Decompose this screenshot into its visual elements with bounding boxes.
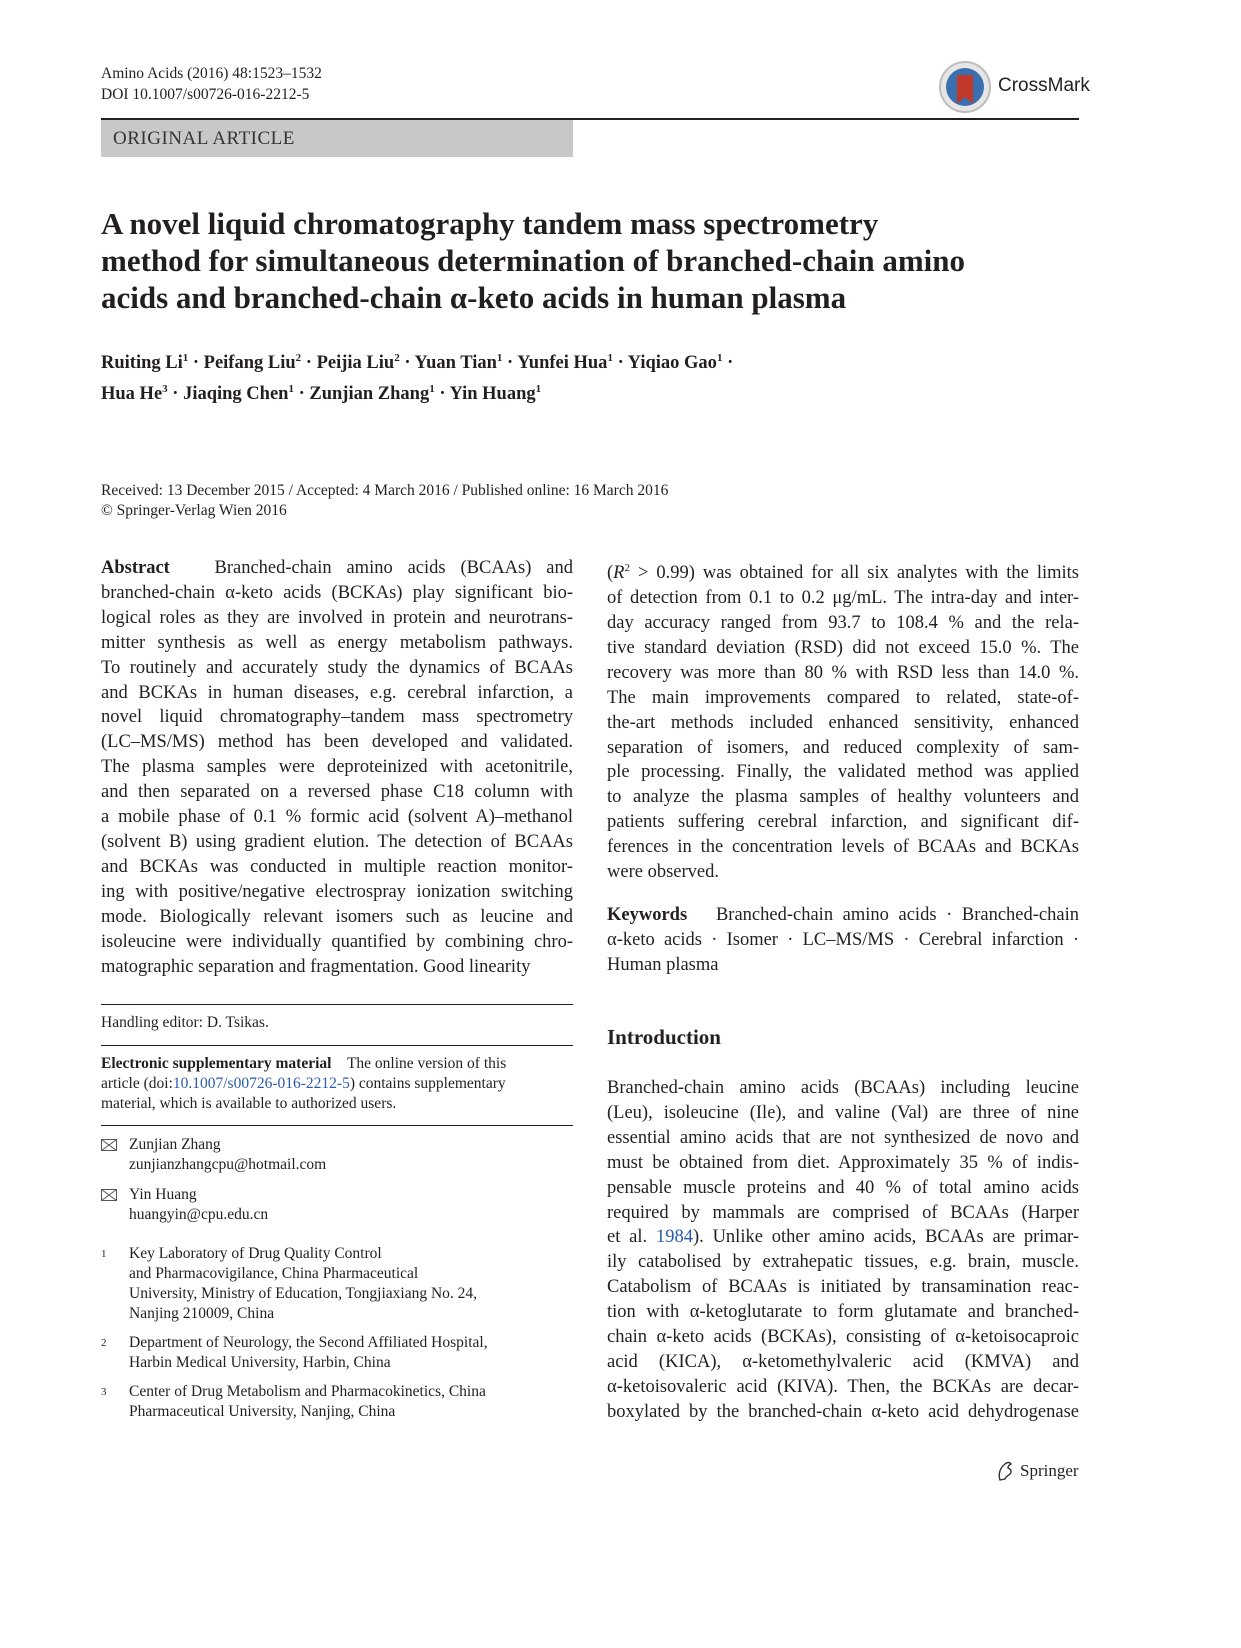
author-name[interactable]: Peifang Liu <box>203 353 296 374</box>
crossmark-badge[interactable] <box>938 60 1090 115</box>
envelope-icon <box>101 1139 117 1151</box>
author-name[interactable]: Peijia Liu <box>316 353 395 374</box>
affiliation-2 <box>101 1333 573 1378</box>
text-line: α-ketoisovaleric acid (KIVA). Then, the BCKAs are decar- <box>607 1376 1079 1397</box>
envelope-icon <box>101 1189 117 1201</box>
author-affiliation-number: 1 <box>429 383 435 396</box>
text-line: a mobile phase of 0.1 % formic acid (solvent A)–methanol <box>101 807 573 828</box>
esm-text: article (doi: <box>101 1075 173 1092</box>
text-line: (Leu), isoleucine (Ile), and valine (Val) are three of nine <box>607 1102 1079 1123</box>
affiliation-3 <box>101 1382 573 1427</box>
text-line: boxylated by the branched-chain α-keto acid dehydrogenase <box>607 1401 1079 1422</box>
springer-logo <box>994 1458 1084 1486</box>
text-line: (solvent B) using gradient elution. The detection of BCAAs <box>101 831 573 852</box>
publication-dates <box>101 481 1081 521</box>
author-name[interactable]: Yuan Tian <box>414 353 497 374</box>
author-affiliation-number: 2 <box>394 352 400 364</box>
author-affiliation-number: 3 <box>162 383 168 396</box>
text-line: must be obtained from diet. Approximately 35 % of indis- <box>607 1152 1079 1173</box>
esm-text: The online version of this <box>346 1055 507 1072</box>
text-line: isoleucine were individually quantified by combining chro- <box>101 931 573 952</box>
text-line: logical roles as they are involved in protein and neurotrans- <box>101 607 573 628</box>
abstract-line-first <box>101 556 573 581</box>
contact-name: Zunjian Zhang <box>129 1136 221 1153</box>
text-line: ing with positive/negative electrospray ionization switching <box>101 881 573 902</box>
springer-horse-icon <box>994 1460 1016 1482</box>
text-line: The main improvements compared to related, state-of- <box>607 687 1079 708</box>
journal-citation: Amino Acids (2016) 48:1523–1532 <box>101 65 322 82</box>
text-line: Branched-chain amino acids (BCAAs) including leucine <box>607 1078 1079 1098</box>
esm-line: material, which is available to authorized users. <box>101 1095 397 1112</box>
text-line: patients suffering cerebral infarction, and significant dif- <box>607 812 1079 833</box>
author-name[interactable]: Hua He <box>101 384 163 405</box>
ref-text: ). Unlike other amino acids, BCAAs are primar- <box>692 1227 1080 1248</box>
text-line: and BCKAs was conducted in multiple reaction monitor- <box>101 856 573 877</box>
contact-name: Yin Huang <box>129 1186 197 1203</box>
footnote-rule <box>101 1045 573 1046</box>
affiliation-line: Nanjing 210009, China <box>129 1305 275 1322</box>
text-line <box>607 1225 1079 1250</box>
keywords-line: α-keto acids · Isomer · LC–MS/MS · Cerebral infarction · <box>607 929 1079 950</box>
affiliation-line: Department of Neurology, the Second Affiliated Hospital, <box>129 1334 488 1351</box>
r-symbol: R <box>613 563 625 584</box>
article-title <box>101 205 1081 316</box>
text-line: of detection from 0.1 to 0.2 μg/mL. The intra-day and inter- <box>607 588 1079 609</box>
esm-text: ) contains supplementary <box>349 1075 506 1092</box>
doi[interactable]: DOI 10.1007/s00726-016-2212-5 <box>101 86 310 103</box>
paren: ( <box>607 563 614 584</box>
title-line: method for simultaneous determination of branched-chain amino <box>101 243 966 278</box>
affiliation-number: 3 <box>101 1386 107 1398</box>
title-line: acids and branched-chain α-keto acids in human plasma <box>101 280 847 315</box>
text-line: recovery was more than 80 % with RSD less than 14.0 %. <box>607 662 1079 683</box>
text-line: pensable muscle proteins and 40 % of total amino acids <box>607 1177 1079 1198</box>
affiliation-line: Key Laboratory of Drug Quality Control <box>129 1245 382 1262</box>
text-line: (LC–MS/MS) method has been developed and validated. <box>101 732 573 753</box>
author-list <box>101 345 1081 407</box>
abstract-heading: Abstract <box>101 558 170 578</box>
abstract-line-first <box>607 556 1079 586</box>
affiliation-number: 1 <box>101 1248 107 1260</box>
handling-editor: Handling editor: D. Tsikas. <box>101 1014 269 1031</box>
author-affiliation-number: 1 <box>535 383 542 396</box>
esm-line <box>101 1054 573 1074</box>
author-affiliation-number: 2 <box>295 352 302 364</box>
footnote-rule <box>101 1004 573 1005</box>
author-name[interactable]: Yiqiao Gao <box>627 353 717 374</box>
affiliation-1 <box>101 1244 573 1329</box>
text-line: ferences in the concentration levels of BCAAs and BCKAs <box>607 837 1079 858</box>
text-line: chain α-keto acids (BCKAs), consisting of α-ketoisocaproic <box>607 1327 1079 1348</box>
text-line: branched-chain α-keto acids (BCKAs) play significant bio- <box>101 582 573 603</box>
esm-line <box>101 1074 573 1094</box>
affiliation-line: and Pharmacovigilance, China Pharmaceutical <box>129 1265 419 1282</box>
text-line: The plasma samples were deproteinized with acetonitrile, <box>101 757 573 778</box>
abstract-right-column <box>607 556 1079 885</box>
article-type-label: ORIGINAL ARTICLE <box>113 128 295 149</box>
ref-text: et al. <box>607 1227 656 1248</box>
text-line: and BCKAs in human diseases, e.g. cerebral infarction, a <box>101 682 573 703</box>
introduction-heading: Introduction <box>607 1025 721 1049</box>
affiliation-line: Pharmaceutical University, Nanjing, China <box>129 1403 396 1420</box>
text-line: acid (KICA), α-ketomethylvaleric acid (KMVA) and <box>607 1351 1079 1372</box>
text-line: ily catabolised by extrahepatic tissues, e.g. brain, muscle. <box>607 1252 1079 1273</box>
text-line: To routinely and accurately study the dynamics of BCAAs <box>101 657 573 678</box>
author-name[interactable]: Zunjian Zhang <box>309 384 430 405</box>
keywords <box>607 903 1079 978</box>
text-line: day accuracy ranged from 93.7 to 108.4 % and the rela- <box>607 612 1079 633</box>
contact-email[interactable]: zunjianzhangcpu@hotmail.com <box>129 1156 327 1173</box>
text-line: the-art methods included enhanced sensitivity, enhanced <box>607 712 1079 733</box>
text-line: essential amino acids that are not synthesized de novo and <box>607 1127 1079 1148</box>
author-line: Ruiting $Li^1$ · Peifang Liu$^2$ · Peijia Liu$^2$ · Yuan Tian$^1$ · Yunfei Hua$^1$ · Yiqiao Gao$^1$ · <box>101 352 734 374</box>
crossmark-label: CrossMark <box>998 75 1090 96</box>
text-line: tion with α-ketoglutarate to form glutamate and branched- <box>607 1302 1079 1323</box>
text-line: mode. Biologically relevant isomers such as leucine and <box>101 906 573 927</box>
contact-huang <box>101 1185 573 1225</box>
author-affiliation-number: 1 <box>182 352 189 364</box>
abstract-line: > 0.99) was obtained for all six analytes with the limits <box>629 563 1079 584</box>
text-line: and then separated on a reversed phase C18 column with <box>101 782 573 803</box>
author-affiliation-number: 1 <box>288 383 294 396</box>
contact-email[interactable]: huangyin@cpu.edu.cn <box>129 1206 269 1223</box>
keywords-line <box>607 903 1079 928</box>
citation-link[interactable]: 1984 <box>655 1227 693 1248</box>
springer-label: Springer <box>1020 1461 1079 1480</box>
esm-heading: Electronic supplementary material <box>101 1055 332 1072</box>
text-line: novel liquid chromatography–tandem mass spectrometry <box>101 707 573 728</box>
text-line: were observed. <box>607 862 719 883</box>
author-name[interactable]: Ruiting Li <box>101 353 183 374</box>
copyright: © Springer-Verlag Wien 2016 <box>101 502 287 519</box>
text-line: matographic separation and fragmentation. Good linearity <box>101 956 531 977</box>
keywords-text: Branched-chain amino acids · Branched-chain <box>715 905 1079 925</box>
affiliation-line: University, Ministry of Education, Tongjiaxiang No. 24, <box>129 1285 478 1302</box>
supplementary-doi-link[interactable]: 10.1007/s00726-016-2212-5 <box>172 1075 350 1092</box>
article-type-banner <box>101 120 573 157</box>
journal-meta <box>101 63 322 105</box>
text-line: mitter synthesis as well as energy metabolism pathways. <box>101 632 573 653</box>
text-line: ple processing. Finally, the validated method was applied <box>607 762 1079 783</box>
introduction-body <box>607 1076 1079 1425</box>
text-line: required by mammals are comprised of BCAAs (Harper <box>607 1202 1079 1223</box>
affiliation-line: Center of Drug Metabolism and Pharmacokinetics, China <box>129 1383 486 1400</box>
keywords-line: Human plasma <box>607 954 719 975</box>
author-affiliation-number: 1 <box>607 352 613 364</box>
author-affiliation-number: 1 <box>496 352 503 364</box>
contact-zhang <box>101 1135 573 1175</box>
text-line: to analyze the plasma samples of healthy volunteers and <box>607 787 1079 808</box>
text-line: separation of isomers, and reduced complexity of sam- <box>607 737 1079 758</box>
crossmark-icon <box>938 60 994 116</box>
author-line: Hua $He^3$ · Jiaqing Chen$^1$ · Zunjian Zhang$^1$ · Yin Huang$^1$ <box>101 383 542 405</box>
author-name[interactable]: Yin Huang <box>449 384 536 405</box>
affiliation-line: Harbin Medical University, Harbin, China <box>129 1354 391 1371</box>
abstract-line: Branched-chain amino acids (BCAAs) and <box>214 558 573 578</box>
text-line: tive standard deviation (RSD) did not exceed 15.0 %. The <box>607 637 1079 658</box>
superscript: 2 <box>624 562 630 574</box>
abstract-left-column <box>101 556 573 979</box>
supplementary-material-note <box>101 1054 573 1114</box>
keywords-heading: Keywords <box>607 905 688 925</box>
affiliation-number: 2 <box>101 1337 107 1349</box>
author-name[interactable]: Jiaqing Chen <box>183 384 289 405</box>
author-affiliation-number: 1 <box>716 352 723 364</box>
title-line: A novel liquid chromatography tandem mass spectrometry <box>101 206 879 241</box>
received-accepted-published: Received: 13 December 2015 / Accepted: 4 March 2016 / Published online: 16 March 2016 <box>101 482 669 499</box>
footnote-rule <box>101 1125 573 1126</box>
text-line: Catabolism of BCAAs is initiated by transamination reac- <box>607 1277 1079 1298</box>
author-name[interactable]: Yunfei Hua <box>517 353 608 374</box>
